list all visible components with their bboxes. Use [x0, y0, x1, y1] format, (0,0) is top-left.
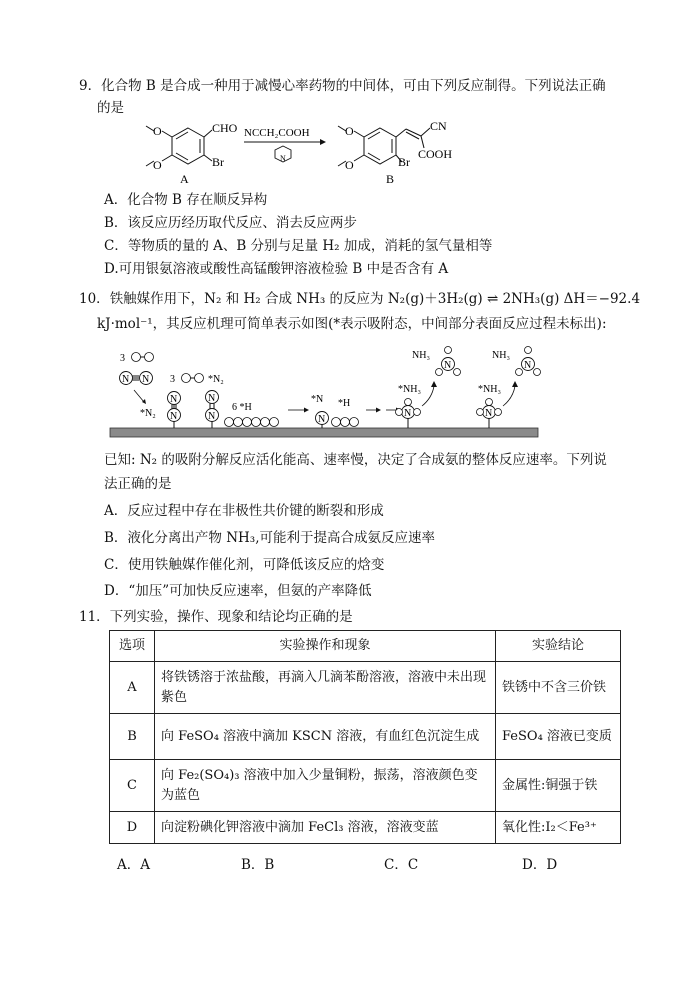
- lbl-n2-star-b: *N₂: [208, 374, 224, 385]
- q9-option-a[interactable]: A．化合物 B 存在顺反异构: [104, 192, 268, 208]
- q10-known-line2: 法正确的是: [104, 476, 172, 492]
- row-option: A: [110, 662, 155, 714]
- header-operation: 实验操作和现象: [155, 631, 496, 662]
- row-operation: 向 Fe₂(SO₄)₃ 溶液中加入少量铜粉，振荡，溶液颜色变为蓝色: [155, 760, 496, 812]
- h-atom-icon: [486, 399, 493, 406]
- table-row: [110, 760, 621, 812]
- h-atom-icon: [445, 347, 452, 354]
- molecule-b-o-top: O: [345, 124, 354, 138]
- q11-answer-a[interactable]: A．A: [117, 857, 150, 873]
- q9-number: 9．: [79, 78, 102, 94]
- q9-option-d[interactable]: D.可用银氨溶液或酸性高锰酸钾溶液检验 B 中是否含有 A: [104, 261, 449, 277]
- header-option: 选项: [110, 631, 155, 662]
- row-option: D: [110, 812, 155, 844]
- table-row: [110, 812, 621, 844]
- lbl-nh3-star-a: *NH₃: [398, 384, 421, 395]
- desorb-arrow: [422, 386, 434, 406]
- n-atom-text: N: [142, 374, 150, 385]
- h-atom-icon: [477, 409, 484, 416]
- molecule-b-br: Br: [398, 155, 410, 169]
- q10-stem-line2: kJ·mol⁻¹，其反应机理可简单表示如图(*表示吸附态，中间部分表面反应过程未标出):: [97, 316, 607, 332]
- q11-stem-text: 下列实验，操作、现象和结论均正确的是: [109, 609, 353, 625]
- q9-stem-text1: 化合物 B 是合成一种用于减慢心率药物的中间体，可由下列反应制得。下列说法正确: [101, 78, 606, 94]
- row-option: B: [110, 714, 155, 760]
- h-atom-icon: [405, 399, 412, 406]
- molecule-a-br: Br: [212, 155, 224, 169]
- lbl-6h: 6 *H: [232, 402, 252, 413]
- q11-answer-d[interactable]: D．D: [522, 857, 558, 873]
- q11-stem: [79, 607, 353, 627]
- row-conclusion: 铁锈中不含三价铁: [496, 662, 621, 714]
- h-atom-icon: [525, 347, 532, 354]
- table-row: [110, 714, 621, 760]
- table-header-row: [110, 631, 621, 662]
- lbl-nh3-b: NH₃: [492, 350, 510, 361]
- lbl-n-star: *N: [311, 394, 324, 405]
- row-conclusion: 金属性:铜强于铁: [496, 760, 621, 812]
- row-operation: 向淀粉碘化钾溶液中滴加 FeCl₃ 溶液，溶液变蓝: [155, 812, 496, 844]
- lbl-n2-star-a: *N₂: [140, 408, 156, 419]
- h-atom-icon: [145, 353, 154, 362]
- n-atom-text: N: [524, 360, 532, 371]
- q10-stem-text1: 铁触媒作用下，N₂ 和 H₂ 合成 NH₃ 的反应为 N₂(g)＋3H₂(g) ⇌ 2NH₃(g) ΔH＝−92.4: [109, 291, 641, 307]
- molecule-a-o-bottom: O: [153, 158, 162, 172]
- n-atom-text: N: [404, 408, 412, 419]
- table-row: [110, 662, 621, 714]
- row-conclusion: FeSO₄ 溶液已变质: [496, 714, 621, 760]
- q9-option-c[interactable]: C．等物质的量的 A、B 分别与足量 H₂ 加成，消耗的氢气量相等: [104, 238, 493, 254]
- n-atom-text: N: [318, 414, 326, 425]
- molecule-a-cho: CHO: [212, 121, 238, 135]
- q11-table: [109, 630, 621, 844]
- q9-reaction-scheme: [140, 114, 480, 186]
- lbl-nh3-a: NH₃: [412, 350, 430, 361]
- n-atom-text: N: [208, 411, 216, 422]
- n-atom-text: N: [170, 411, 178, 422]
- q10-option-a[interactable]: A．反应过程中存在非极性共价键的断裂和形成: [104, 503, 384, 519]
- desorb-arrow: [503, 386, 515, 406]
- lbl-3h2-b: 3: [170, 374, 175, 385]
- h-atom-icon: [182, 374, 191, 383]
- q9-stem-line1: [79, 76, 606, 96]
- q9-option-b[interactable]: B．该反应历经历取代反应、消去反应两步: [104, 215, 357, 231]
- molecule-b-o-bottom: O: [345, 158, 354, 172]
- header-conclusion: 实验结论: [496, 631, 621, 662]
- n-atom-text: N: [444, 360, 452, 371]
- row-operation: 向 FeSO₄ 溶液中滴加 KSCN 溶液，有血红色沉淀生成: [155, 714, 496, 760]
- molecule-b-cooh: COOH: [418, 147, 453, 161]
- h-atom-icon: [414, 409, 421, 416]
- n-atom-text: N: [122, 374, 130, 385]
- molecule-a-o-top: O: [153, 124, 162, 138]
- q10-option-d[interactable]: D．“加压”可加快反应速率，但氨的产率降低: [104, 583, 372, 599]
- pyridine-n: N: [280, 154, 286, 163]
- q10-number: 10．: [79, 291, 110, 307]
- h-atom-icon: [132, 353, 141, 362]
- q11-answer-b[interactable]: B．B: [241, 857, 275, 873]
- lbl-h-star: *H: [338, 398, 351, 409]
- lbl-nh3-star-b: *NH₃: [478, 384, 501, 395]
- n-atom-text: N: [208, 393, 216, 404]
- q10-stem-line1: [79, 289, 640, 309]
- adsorbed-h-row-2: [332, 418, 359, 427]
- q11-answer-c[interactable]: C．C: [384, 857, 419, 873]
- h-atom-icon: [534, 369, 541, 376]
- q11-number: 11．: [79, 609, 110, 625]
- h-atom-icon: [454, 369, 461, 376]
- n-atom-text: N: [170, 394, 178, 405]
- row-operation: 将铁锈溶于浓盐酸，再滴入几滴苯酚溶液，溶液中未出现紫色: [155, 662, 496, 714]
- label-a: A: [180, 172, 189, 186]
- h-atom-icon: [495, 409, 502, 416]
- reagent-label: NCCH₂COOH: [244, 127, 310, 139]
- h-atom-icon: [396, 409, 403, 416]
- q10-mechanism-diagram: [108, 340, 544, 444]
- q10-option-b[interactable]: B．液化分离出产物 NH₃,可能利于提高合成氨反应速率: [104, 530, 435, 546]
- reaction-arrow-head: [320, 139, 326, 145]
- q10-known-line1: 已知: N₂ 的吸附分解反应活化能高、速率慢，决定了合成氨的整体反应速率。下列说: [104, 452, 607, 468]
- molecule-b-cn: CN: [430, 119, 447, 133]
- adsorbed-h-row-1: [225, 418, 279, 427]
- q9-stem-line2: 的是: [97, 100, 124, 116]
- lbl-3h2-a: 3: [120, 353, 125, 364]
- h-atom-icon: [195, 374, 204, 383]
- n-atom-text: N: [485, 408, 493, 419]
- step-arrow: [134, 390, 144, 402]
- q10-option-c[interactable]: C．使用铁触媒作催化剂，可降低该反应的焓变: [104, 557, 385, 573]
- h-atom-icon: [516, 369, 523, 376]
- label-b: B: [386, 172, 395, 186]
- h-atom-icon: [436, 369, 443, 376]
- row-conclusion: 氧化性:I₂＜Fe³⁺: [496, 812, 621, 844]
- catalyst-surface: [110, 428, 538, 437]
- row-option: C: [110, 760, 155, 812]
